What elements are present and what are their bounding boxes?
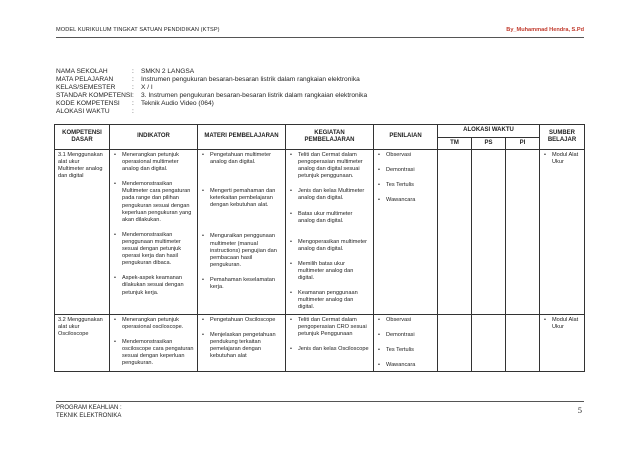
list-item: • Menguraikan penggunaan multimeter (manual instructions) pengujian dan pembacaan hasil pengukuran. [201,233,282,268]
school-info-block [56,68,367,117]
cell-penilaian [374,150,438,315]
header-sumber: SUMBER BELAJAR [540,125,585,150]
list-item: • Pengetahuan Osciloscope [201,317,282,324]
list-item: • Observasi [377,317,434,324]
cell-pi [506,150,540,315]
header-kompetensi: KOMPETENSI DASAR [55,125,110,150]
header-tm: TM [438,137,472,150]
cell-kompetensi: 3.2 Menggunakan alat ukur Osciloscope [55,314,110,371]
list-item: • Mendemonstrasikan penggunaan multimeter sesuai dengan petunjuk operasi kerja dan hasil pengukuran dibaca. [113,232,194,267]
list-item: • Jenis dan kelas Osciloscope [289,346,370,353]
list-item: • Tes Tertulis [377,182,434,189]
syllabus-table [54,124,585,372]
header-ps: PS [472,137,506,150]
cell-kegiatan [286,150,374,315]
list-item: • Modul Alat Ukur [543,317,581,331]
list-item: • Demontrasi [377,332,434,339]
header-indikator: INDIKATOR [110,125,198,150]
cell-ps [472,150,506,315]
info-row-subject: MATA PELAJARAN : Instrumen pengukuran besaran-besaran listrik dalam rangkaian elektronika [56,76,360,84]
table-row [55,150,585,315]
list-item: • Mendemonstrasikan osciloscope cara pengaturan sesuai dengan keperluan pengukuran. [113,339,194,367]
header-pi: PI [506,137,540,150]
info-row-standard: STANDAR KOMPETENSI : 3. Instrumen pengukuran besaran-besaran listrik dalam rangkaian elektronika [56,92,368,100]
header-alokasi: ALOKASI WAKTU [438,125,540,138]
cell-pi [506,314,540,371]
cell-kompetensi: 3.1 Menggunakan alat ukur Multimeter analog dan digital [55,150,110,315]
cell-sumber [540,150,585,315]
cell-tm [438,150,472,315]
list-item: • Mendemonstrasikan Multimeter cara pengaturan pada range dan pilihan pengukuran sesuai dengan keperluan pengukuran yang akan dilakukan. [113,181,194,224]
document-author: By_Muhammad Hendra, S.Pd [506,27,584,33]
cell-indikator [110,150,198,315]
cell-ps [472,314,506,371]
list-item: • Teliti dan Cermat dalam pengoperasian CRO sesuai petunjuk Penggunaan [289,317,370,338]
footer-program-label: PROGRAM KEAHLIAN : [56,405,122,411]
cell-penilaian [374,314,438,371]
list-item: • Mengoperasikan multimeter analog dan digital. [289,239,370,253]
list-item: • Pengetahuan multimeter analog dan digital. [201,152,282,166]
footer-divider [56,401,584,402]
info-row-time: ALOKASI WAKTU : [56,108,134,116]
document-header-title: MODEL KURIKULUM TINGKAT SATUAN PENDIDIKAN (KTSP) [56,27,220,33]
list-item: • Memilih batas ukur multimeter analog dan digital. [289,261,370,282]
page-number: 5 [577,405,582,415]
cell-materi [198,314,286,371]
list-item: • Modul Alat Ukur [543,152,581,166]
list-item: • Tes Tertulis [377,347,434,354]
info-row-code: KODE KOMPETENSI : Teknik Audio Video (064) [56,100,214,108]
list-item: • Aspek-aspek keamanan dilakukan sesuai dengan petunjuk kerja. [113,275,194,296]
cell-materi [198,150,286,315]
list-item: • Wawancara [377,197,434,204]
list-item: • Teliti dan Cermat dalam pengoperasian multimeter analog dan digital sesuai petunjuk penggunaan. [289,152,370,180]
list-item: • Observasi [377,152,434,159]
cell-sumber [540,314,585,371]
list-item: • Jenis dan kelas Multimeter analog dan digital. [289,188,370,202]
table-row [55,314,585,371]
cell-kegiatan [286,314,374,371]
header-divider [56,37,584,38]
cell-tm [438,314,472,371]
list-item: • Keamanan penggunaan multimeter analog dan digital. [289,290,370,311]
header-penilaian: PENILAIAN [374,125,438,150]
cell-indikator [110,314,198,371]
list-item: • Demontrasi [377,167,434,174]
list-item: • Menerangkan petunjuk operasional osciloscope. [113,317,194,331]
info-row-class: KELAS/SEMESTER : X / I [56,84,153,92]
list-item: • Menerangkan petunjuk operasional multimeter analog dan digital. [113,152,194,173]
footer-program [56,404,122,420]
info-row-school: NAMA SEKOLAH : SMKN 2 LANGSA [56,68,195,75]
list-item: • Pemahaman keselamatan kerja. [201,277,282,291]
header-kegiatan: KEGIATAN PEMBELAJARAN [286,125,374,150]
list-item: • Wawancara [377,362,434,369]
list-item: • Menjelaskan pengetahuan pendukung terkaitan pemelajaran dengan kebutuhan alat [201,332,282,360]
footer-department: TEKNIK ELEKTRONIKA [56,413,122,419]
list-item: • Mengerti pemahaman dan keterkaitan pembelajaran dengan kebutuhan alat. [201,188,282,209]
list-item: • Batas ukur multimeter analog dan digital. [289,211,370,225]
header-materi: MATERI PEMBELAJARAN [198,125,286,150]
